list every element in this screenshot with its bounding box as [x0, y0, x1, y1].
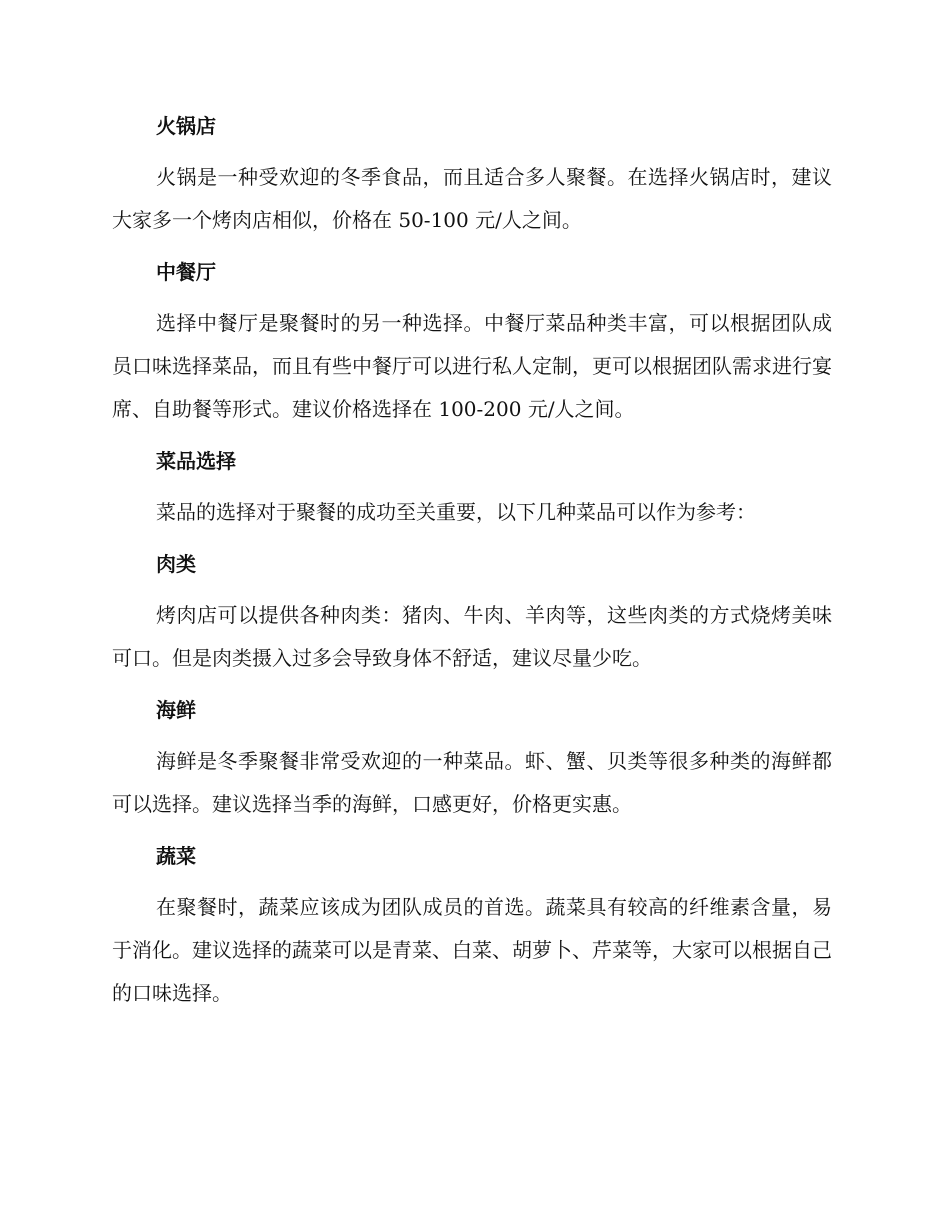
section-heading-chinese-restaurant: 中餐厅 — [156, 260, 216, 284]
section-paragraph-chinese-restaurant: 选择中餐厅是聚餐时的另一种选择。中餐厅菜品种类丰富，可以根据团队成员口味选择菜品，而且有些中餐厅可以进行私人定制，更可以根据团队需求进行宴席、自助餐等形式。建议价格选择在 100-200 元/人之间。 — [112, 311, 832, 421]
section-paragraph-seafood: 海鲜是冬季聚餐非常受欢迎的一种菜品。虾、蟹、贝类等很多种类的海鲜都可以选择。建议选择当季的海鲜，口感更好，价格更实惠。 — [112, 749, 832, 816]
section-heading-dish-selection: 菜品选择 — [156, 449, 236, 473]
section-paragraph-dish-selection: 菜品的选择对于聚餐的成功至关重要，以下几种菜品可以作为参考： — [156, 500, 756, 524]
section-heading-vegetables: 蔬菜 — [156, 844, 196, 868]
document-page — [112, 104, 832, 1023]
section-paragraph-vegetables: 在聚餐时，蔬菜应该成为团队成员的首选。蔬菜具有较高的纤维素含量，易于消化。建议选择的蔬菜可以是青菜、白菜、胡萝卜、芹菜等，大家可以根据自己的口味选择。 — [112, 895, 832, 1005]
section-paragraph-meat: 烤肉店可以提供各种肉类：猪肉、牛肉、羊肉等，这些肉类的方式烧烤美味可口。但是肉类摄入过多会导致身体不舒适，建议尽量少吃。 — [112, 603, 832, 670]
section-heading-meat: 肉类 — [156, 552, 196, 576]
section-paragraph-hotpot: 火锅是一种受欢迎的冬季食品，而且适合多人聚餐。在选择火锅店时，建议大家多一个烤肉店相似，价格在 50-100 元/人之间。 — [112, 165, 832, 232]
section-heading-hotpot: 火锅店 — [156, 114, 216, 138]
section-heading-seafood: 海鲜 — [156, 698, 196, 722]
